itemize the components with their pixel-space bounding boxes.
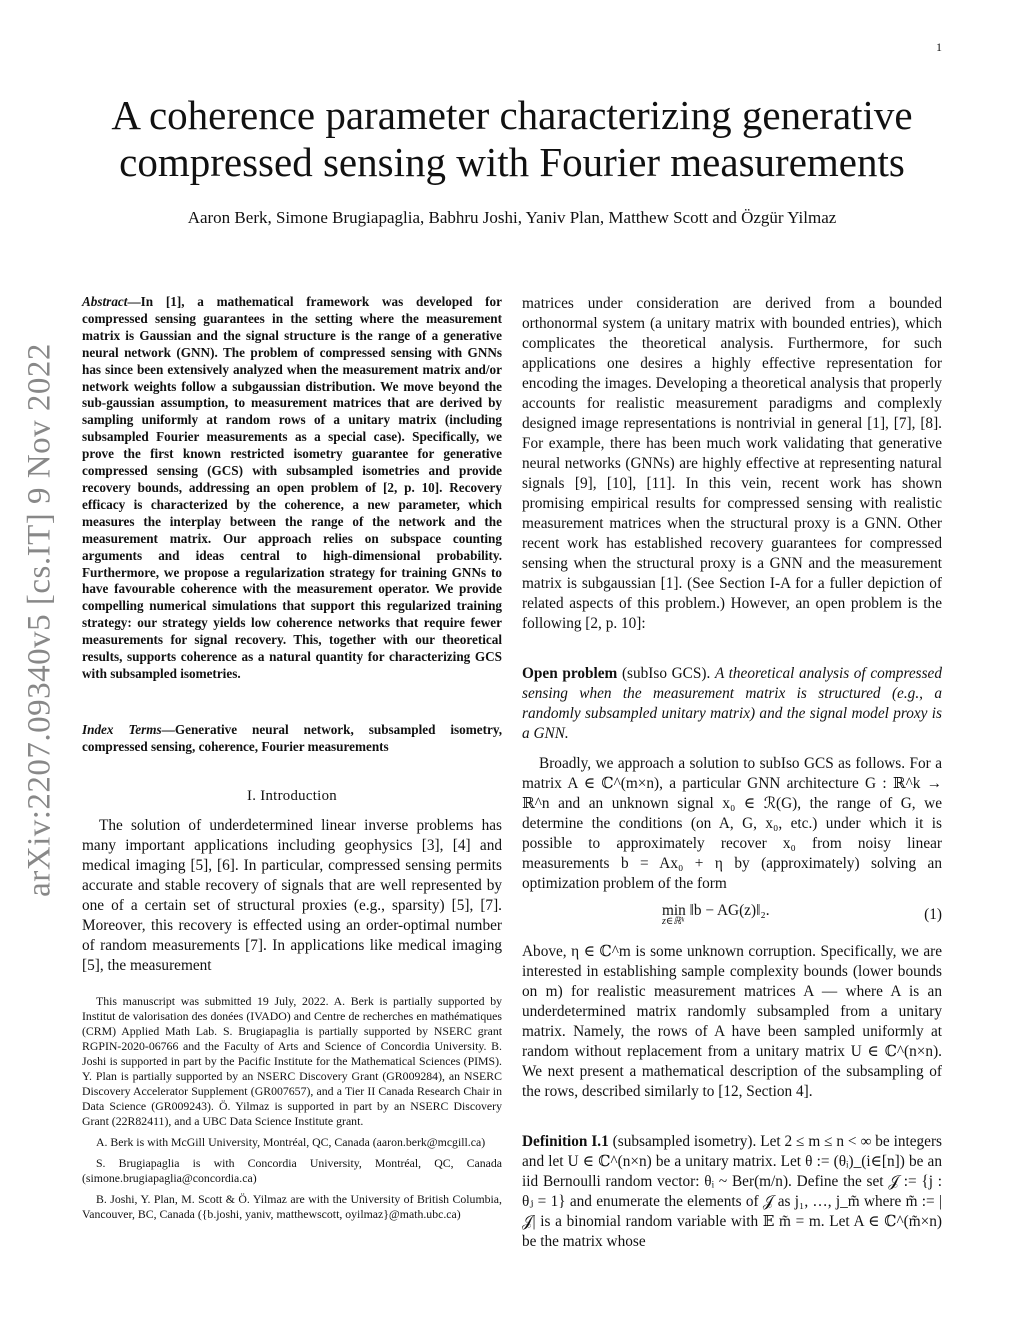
open-problem-label: Open problem [522,665,618,682]
definition-block [522,1132,942,1252]
author-list: Aaron Berk, Simone Brugiapaglia, Babhru Joshi, Yaniv Plan, Matthew Scott and Özgür Yilmaz [187,208,837,227]
footnote-brugiapaglia: S. Brugiapaglia is with Concordia University, Montréal, QC, Canada (simone.brugiapaglia@concordia.ca) [82,1156,502,1185]
index-terms-text: —Generative neural network, subsampled isometry, compressed sensing, coherence, Fourier measurements [82,722,502,754]
index-terms-label: Index Terms [82,722,162,737]
equation-1 [522,902,942,938]
definition-label: Definition I.1 [522,1133,609,1150]
right-paragraph-3: Above, η ∈ ℂ^m is some unknown corruption. Specifically, we are interested in establishing sample complexity bounds (lower bounds on m) for realistic measurement matrices A — where A is an underdetermined matrix randomly subsampled from a unitary matrix. Namely, the rows of A have been sampled uniformly at random without replacement from a unitary matrix U ∈ ℂ^(n×n). We next present a mathematical description of the subsampling of the rows, described similarly to [12, Section 4]. [522,943,942,1100]
abstract [82,294,502,683]
definition-tag: (subsampled isometry). [612,1133,757,1150]
definition-text: Let 2 ≤ m ≤ n < ∞ be integers and let U ∈ ℂ^(n×n) be a unitary matrix. Let θ := (θᵢ)_(i∈[n]) be an iid Bernoulli random vector: θᵢ ~ Ber(m/n). Define the set 𝒥 := {j : θⱼ = 1} and enumerate the elements of 𝒥 as j₁, …, j_m̃ where m̃ := |𝒥| is a binomial random variable with 𝔼 m̃ = m. Let A ∈ ℂ^(m̃×n) be the matrix whose [522,1133,942,1250]
abstract-label: Abstract [82,294,128,309]
intro-paragraph: The solution of underdetermined linear inverse problems has many important applications including geophysics [3], [4] and medical imaging [5], [6]. In particular, compressed sensing permits accurate and stable recovery of signals that are well represented by one of a certain set of structural proxies (e.g., sparsity) [5], [7]. Moreover, this recovery is effected using an order-optimal number of random measurements [7]. In applications like medical imaging [5], the measurement [82,817,502,974]
open-problem-text: A theoretical analysis of compressed sensing when the measurement matrix is structured (e.g., a randomly subsampled unitary matrix) and the signal model proxy is a GNN. [522,665,942,742]
page-number: 1 [936,40,942,54]
title-line-2: compressed sensing with Fourier measurements [119,139,905,185]
right-column-paragraph-3 [522,942,942,1102]
title-line-1: A coherence parameter characterizing generative [111,92,913,138]
right-paragraph-2: Broadly, we approach a solution to subIso GCS as follows. For a matrix A ∈ ℂ^(m×n), a particular GNN architecture G : ℝ^k → ℝ^n and an unknown signal x₀ ∈ ℛ(G), the range of G, we determine the conditions (on A, G, x₀, etc.) under which it is possible to approximately recover x₀ from noisy linear measurements b = Ax₀ + η by (approximately) solving an optimization problem of the form [522,755,942,892]
equation-body: min ‖b − AG(z)‖₂. [662,902,770,919]
footnotes [82,994,502,1228]
footnote-funding: This manuscript was submitted 19 July, 2022. A. Berk is partially supported by Institut de valorisation des donées (IVADO) and Centre de recherches en mathématiques (CRM) Applied Math Lab. S. Brugiapaglia is partially supported by NSERC grant RGPIN-2020-06766 and the Faculty of Arts and Science of Concordia University. B. Joshi is supported in part by the Pacific Institute for the Mathematical Sciences (PIMS). Y. Plan is partially supported by an NSERC Discovery Grant (GR009284), an NSERC Discovery Accelerator Supplement (GR007657), and a Tier II Canada Research Chair in Data Science (GR009243). Ö. Yilmaz is supported in part by an NSERC Discovery Grant (22R82411), and a UBC Data Science Institute grant. [82,994,502,1128]
right-column-paragraph-2 [522,754,942,894]
paper-title [40,92,984,186]
index-terms [82,722,502,756]
right-paragraph-1: matrices under consideration are derived from a bounded orthonormal system (a unitary matrix with bounded entries), which complicates the theoretical analysis. Furthermore, for such applications one desires a highly effective representation for encoding the images. Developing a theoretical analysis that properly accounts for realistic measurement paradigms and complexly designed image representations is nontrivial in general [1], [7], [8]. For example, there has been much work validating that generative neural networks (GNNs) are highly effective at representing natural signals [9], [10], [11]. In this vein, recent work has shown promising empirical results for compressed sensing with realistic measurement matrices when the structural proxy is a GNN. Other recent work has established recovery guarantees for compressed sensing when the structural proxy is a GNN and the measurement matrix is subgaussian [1]. (See Section I-A for a fuller depiction of related aspects of this problem.) However, an open problem is the following [2, p. 10]: [522,295,942,632]
introduction-body [82,816,502,976]
arxiv-identifier: arXiv:2207.09340v5 [cs.IT] 9 Nov 2022 [21,343,58,897]
right-column-paragraph-1 [522,294,942,634]
footnote-berk: A. Berk is with McGill University, Montréal, QC, Canada (aaron.berk@mcgill.ca) [96,1135,486,1149]
equation-number: (1) [924,906,942,923]
section-heading: I. Introduction [247,788,337,804]
open-problem-tag: (subIso GCS). [621,665,711,682]
equation-subscript: z∈ℝᵏ [662,916,685,927]
footnote-ubc: B. Joshi, Y. Plan, M. Scott & Ö. Yilmaz are with the University of British Columbia, Vancouver, BC, Canada ({b.joshi, yaniv, matthewscott, oyilmaz}@math.ubc.ca) [82,1192,502,1221]
open-problem [522,664,942,744]
abstract-text: —In [1], a mathematical framework was developed for compressed sensing guarantees in the setting where the measurement matrix is Gaussian and the signal structure is the range of a generative neural network (GNN). The problem of compressed sensing with GNNs has since been extensively analyzed when the measurement matrix and/or network weights follow a subgaussian distribution. We move beyond the sub-gaussian assumption, to measurement matrices that are derived by sampling uniformly at random rows of a unitary matrix (including subsampled Fourier measurements as a special case). Specifically, we prove the first known restricted isometry guarantee for generative compressed sensing (GCS) with subsampled isometries and provide recovery bounds, addressing an open problem of [2, p. 10]. Recovery efficacy is characterized by the coherence, a new parameter, which measures the interplay between the range of the network and the measurement matrix. Our approach relies on subspace counting arguments and ideas central to high-dimensional probability. Furthermore, we propose a regularization strategy for training GNNs to have favourable coherence with the measurement operator. We provide compelling numerical simulations that support this regularized training strategy: our strategy yields low coherence networks that require fewer measurements for signal recovery. This, together with our theoretical results, supports coherence as a natural quantity for characterizing GCS with subsampled isometries. [82,294,502,681]
